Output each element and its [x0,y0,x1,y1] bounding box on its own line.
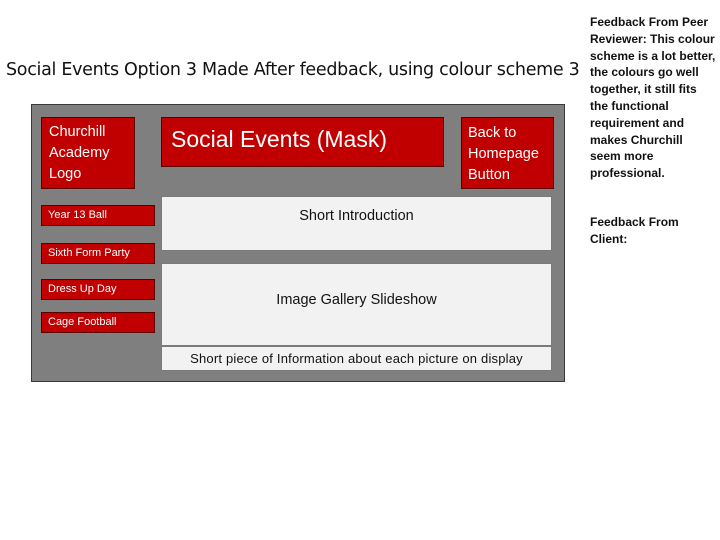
image-gallery-slideshow[interactable]: Image Gallery Slideshow [161,263,552,346]
client-feedback-note: Feedback From Client: [590,215,679,246]
nav-item-sixth-form-party[interactable]: Sixth Form Party [41,243,155,264]
nav-item-year-13-ball[interactable]: Year 13 Ball [41,205,155,226]
nav-item-cage-football[interactable]: Cage Football [41,312,155,333]
page-title-mask: Social Events (Mask) [161,117,444,167]
logo-placeholder: Churchill Academy Logo [41,117,135,189]
picture-info-panel: Short piece of Information about each picture on display [161,346,552,371]
nav-item-dress-up-day[interactable]: Dress Up Day [41,279,155,300]
slide-title: Social Events Option 3 Made After feedback, using colour scheme 3 [6,60,580,80]
back-to-homepage-button[interactable]: Back to Homepage Button [461,117,554,189]
intro-panel: Short Introduction [161,196,552,251]
peer-feedback-note: Feedback From Peer Reviewer: This colour scheme is a lot better, the colours go well together, it still fits the functional requirement and makes Churchill seem more professional. [590,15,716,181]
